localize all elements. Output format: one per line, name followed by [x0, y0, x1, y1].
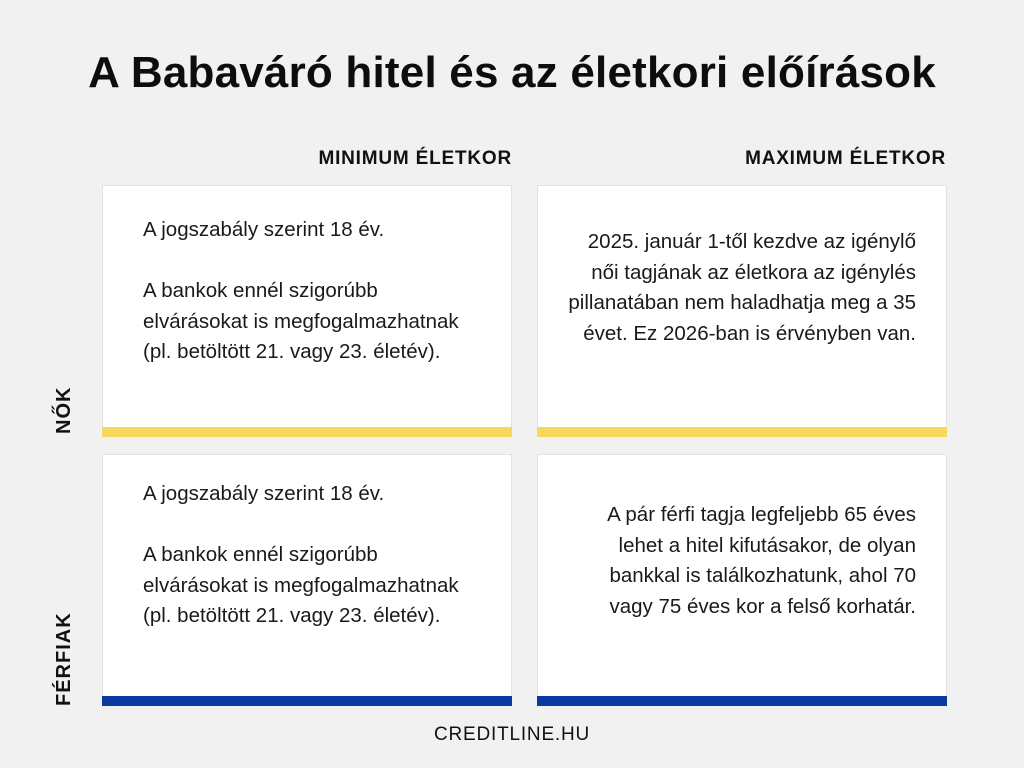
card-men-maximum-paragraph: A pár férfi tagja legfeljebb 65 éves lehet a hitel kifutásakor, de olyan bankkal is találkozhatunk, ahol 70 vagy 75 éves kor a felső korhatár.: [607, 503, 916, 618]
men-accent-bar: [102, 696, 512, 706]
card-women-minimum: [102, 185, 512, 437]
card-men-minimum-paragraph-2: A bankok ennél szigorúbb elvárásokat is megfogalmazhatnak (pl. betöltött 21. vagy 23. életév).: [143, 543, 459, 627]
card-men-minimum-text: [143, 479, 481, 632]
page-title: A Babaváró hitel és az életkori előírások: [88, 48, 936, 97]
women-accent-bar: [537, 427, 947, 437]
men-accent-bar: [537, 696, 947, 706]
row-label-men: FÉRFIAK: [53, 612, 75, 706]
card-women-maximum-text: [568, 227, 916, 349]
card-women-maximum-paragraph: 2025. január 1-től kezdve az igénylő női tagjának az életkora az igénylés pillanatában nem haladhatja meg a 35 évet. Ez 2026-ban is érvényben van.: [568, 230, 916, 345]
card-women-maximum: [537, 185, 947, 437]
card-men-maximum: [537, 454, 947, 706]
card-women-minimum-paragraph-2: A bankok ennél szigorúbb elvárásokat is megfogalmazhatnak (pl. betöltött 21. vagy 23. életév).: [143, 279, 459, 363]
footer-brand: CREDITLINE.HU: [433, 724, 591, 745]
card-men-minimum: [102, 454, 512, 706]
card-women-minimum-paragraph-1: A jogszabály szerint 18 év.: [143, 218, 385, 241]
column-header-minimum: MINIMUM ÉLETKOR: [318, 148, 512, 169]
card-women-minimum-text: [143, 215, 481, 368]
card-men-maximum-text: [568, 500, 916, 622]
women-accent-bar: [102, 427, 512, 437]
column-header-maximum: MAXIMUM ÉLETKOR: [745, 148, 946, 169]
row-label-women: NŐK: [53, 386, 75, 434]
card-men-minimum-paragraph-1: A jogszabály szerint 18 év.: [143, 482, 385, 505]
